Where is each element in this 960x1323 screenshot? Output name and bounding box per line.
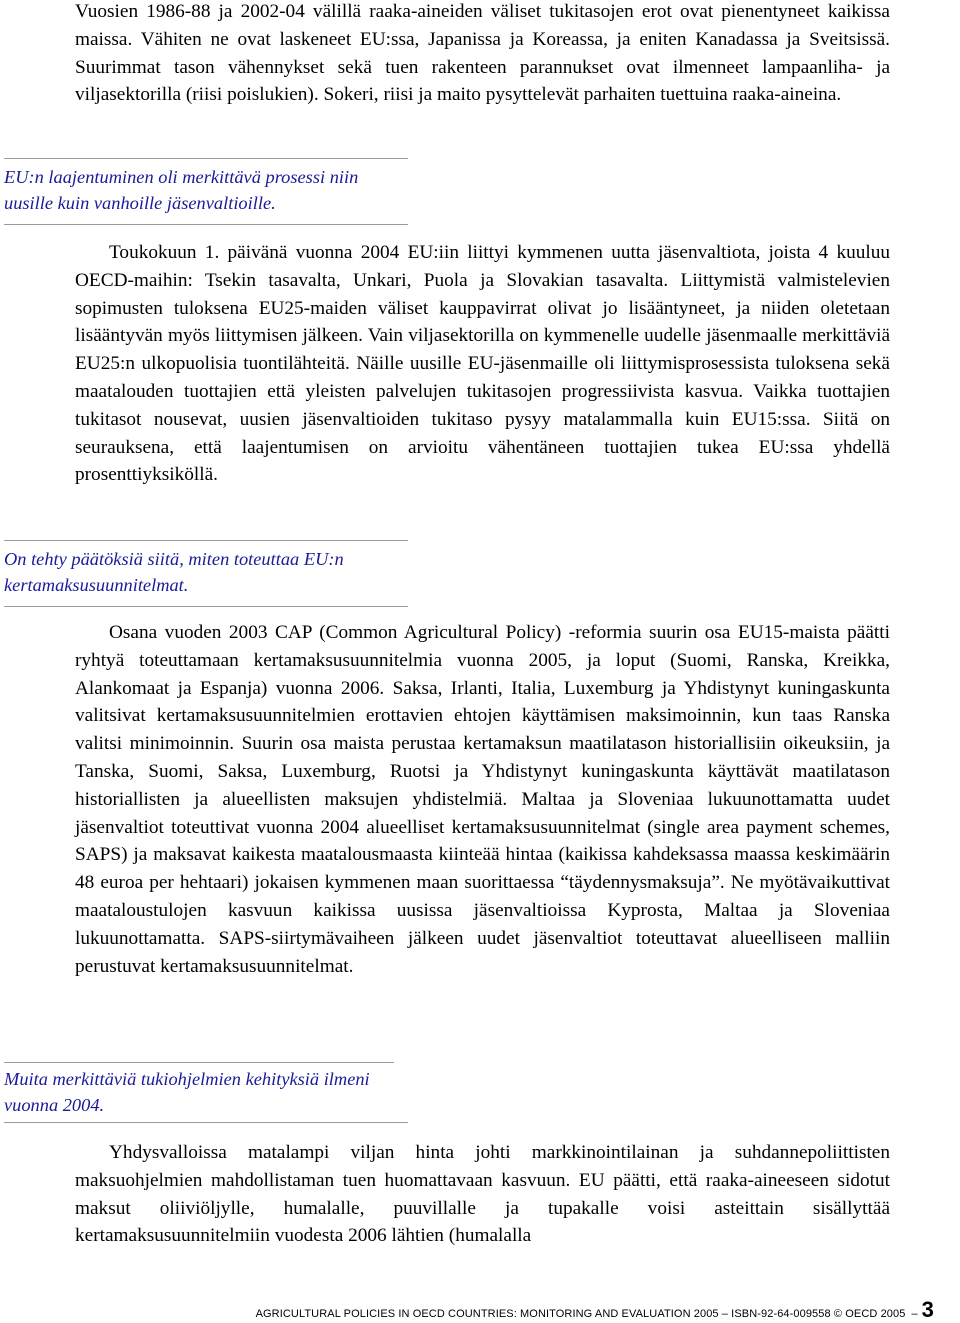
margin-note-text: Muita merkittäviä tukiohjelmien kehityksiä ilmeni vuonna 2004. <box>4 1069 370 1115</box>
body-paragraph-4 <box>75 1139 890 1250</box>
footer-dash: – <box>911 1308 918 1320</box>
margin-note-rule-top <box>4 158 408 159</box>
body-paragraph-3 <box>75 619 890 980</box>
margin-note-rule-top <box>4 540 408 541</box>
body-paragraph-1 <box>75 0 890 109</box>
margin-note-text: On tehty päätöksiä siitä, miten toteuttaa EU:n kertamaksusuunnitelmat. <box>4 549 344 595</box>
margin-note-enlargement <box>4 158 408 226</box>
page-number: 3 <box>921 1297 934 1322</box>
paragraph-text: Yhdysvalloissa matalampi viljan hinta johti markkinointilainan ja suhdannepoliittisten maksuohjelmien mahdollistaman tuen huomattavaan kasvuun. EU päätti, että raaka-aineeseen sidotut maksut oliiviöljylle, humalalle, puuvillalle ja tupakalle voisi asteittain sisällyttää kertamaksusuunnitelmiin vuodesta 2006 lähtien (humalalla <box>75 1142 890 1247</box>
margin-note-support-programs <box>4 1062 408 1124</box>
margin-note-rule-bottom <box>4 224 408 225</box>
margin-note-rule-top <box>4 1062 394 1063</box>
margin-note-rule-bottom <box>4 606 408 607</box>
paragraph-text: Osana vuoden 2003 CAP (Common Agricultural Policy) -reformia suurin osa EU15-maista päätti ryhtyä toteuttamaan kertamaksusuunnitelmia vuonna 2005, ja loput (Suomi, Ranska, Kreikka, Alankomaat ja Espanja) vuonna 2006. Saksa, Irlanti, Italia, Luxemburg ja Yhdistynyt kuningaskunta valitsivat kertamaksusuunnitelmien erottavien ehtojen käyttämisen maksimoinnin, kun taas Ranska valitsi minimoinnin. Suurin osa maista perustaa kertamaksun maatilatason historiallisiin oikeuksiin, ja Tanska, Suomi, Saksa, Luxemburg, Ruotsi ja Yhdistynyt kuningaskunta käyttävät maatilatason historiallisten ja alueellisten maksujen yhdistelmiä. Maltaa ja Sloveniaa lukuunottamatta uudet jäsenvaltiot toteuttivat vuonna 2004 alueelliset kertamaksusuunnitelmat (single area payment schemes, SAPS) ja maksavat kaikesta maatalousmaasta kiinteää hintaa (kaikissa kahdeksassa maassa keskimäärin 48 euroa per hehtaari) jokaisen kymmenen maan suorittaessa “täydennysmaksuja”. Ne myötävaikuttivat maataloustulojen kasvuun kaikissa uusissa jäsenvaltioissa Kyprosta, Maltaa ja Sloveniaa lukuunottamatta. SAPS-siirtymävaiheen jälkeen uudet jäsenvaltiot toteuttavat alueelliseen malliin perustuvat kertamaksusuunnitelmat. <box>75 622 890 977</box>
page-footer <box>256 1297 934 1323</box>
margin-note-text: EU:n laajentuminen oli merkittävä prosessi niin uusille kuin vanhoille jäsenvaltioille. <box>4 167 359 213</box>
footer-citation: AGRICULTURAL POLICIES IN OECD COUNTRIES: MONITORING AND EVALUATION 2005 – ISBN-92-64-009558 © OECD 2005 <box>255 1308 906 1320</box>
paragraph-text: Vuosien 1986-88 ja 2002-04 välillä raaka-aineiden väliset tukitasojen erot ovat pienentyneet kaikissa maissa. Vähiten ne ovat laskeneet EU:ssa, Japanissa ja Koreassa, ja eniten Kanadassa ja Sveitsissä. Suurimmat tason vähennykset sekä tuen rakenteen parannukset ovat ilmenneet lampaanliha- ja viljasektorilla (riisi poislukien). Sokeri, riisi ja maito pysyttelevät parhaiten tuettuina raaka-aineina. <box>75 1 890 106</box>
margin-note-cap-decisions <box>4 540 408 608</box>
body-paragraph-2 <box>75 239 890 489</box>
margin-note-rule-bottom <box>4 1122 408 1123</box>
paragraph-text: Toukokuun 1. päivänä vuonna 2004 EU:iin liittyi kymmenen uutta jäsenvaltiota, joista 4 kuuluu OECD-maihin: Tsekin tasavalta, Unkari, Puola ja Slovakian tasavalta. Liittymistä valmistelevien sopimusten tuloksena EU25-maiden väliset kauppavirrat olivat jo lisääntyneet, ja niiden oletetaan lisääntyvän myös liittymisen jälkeen. Vain viljasektorilla on kymmenelle uudelle jäsenmaalle merkittäviä EU25:n ulkopuolisia tuontilähteitä. Näille uusille EU-jäsenmaille oli liittymisprosessista tuloksena sekä maatalouden tuottajien että yleisten palvelujen tukitasojen progressiivista kasvua. Vaikka tuottajien tukitasot nousevat, uusien jäsenvaltioiden tukitaso pysyy matalammalla kuin EU15:ssa. Siitä on seurauksena, että laajentumisen on arvioitu vähentäneen tuottajien tukea EU:ssa yhdellä prosenttiyksiköllä. <box>75 242 890 486</box>
